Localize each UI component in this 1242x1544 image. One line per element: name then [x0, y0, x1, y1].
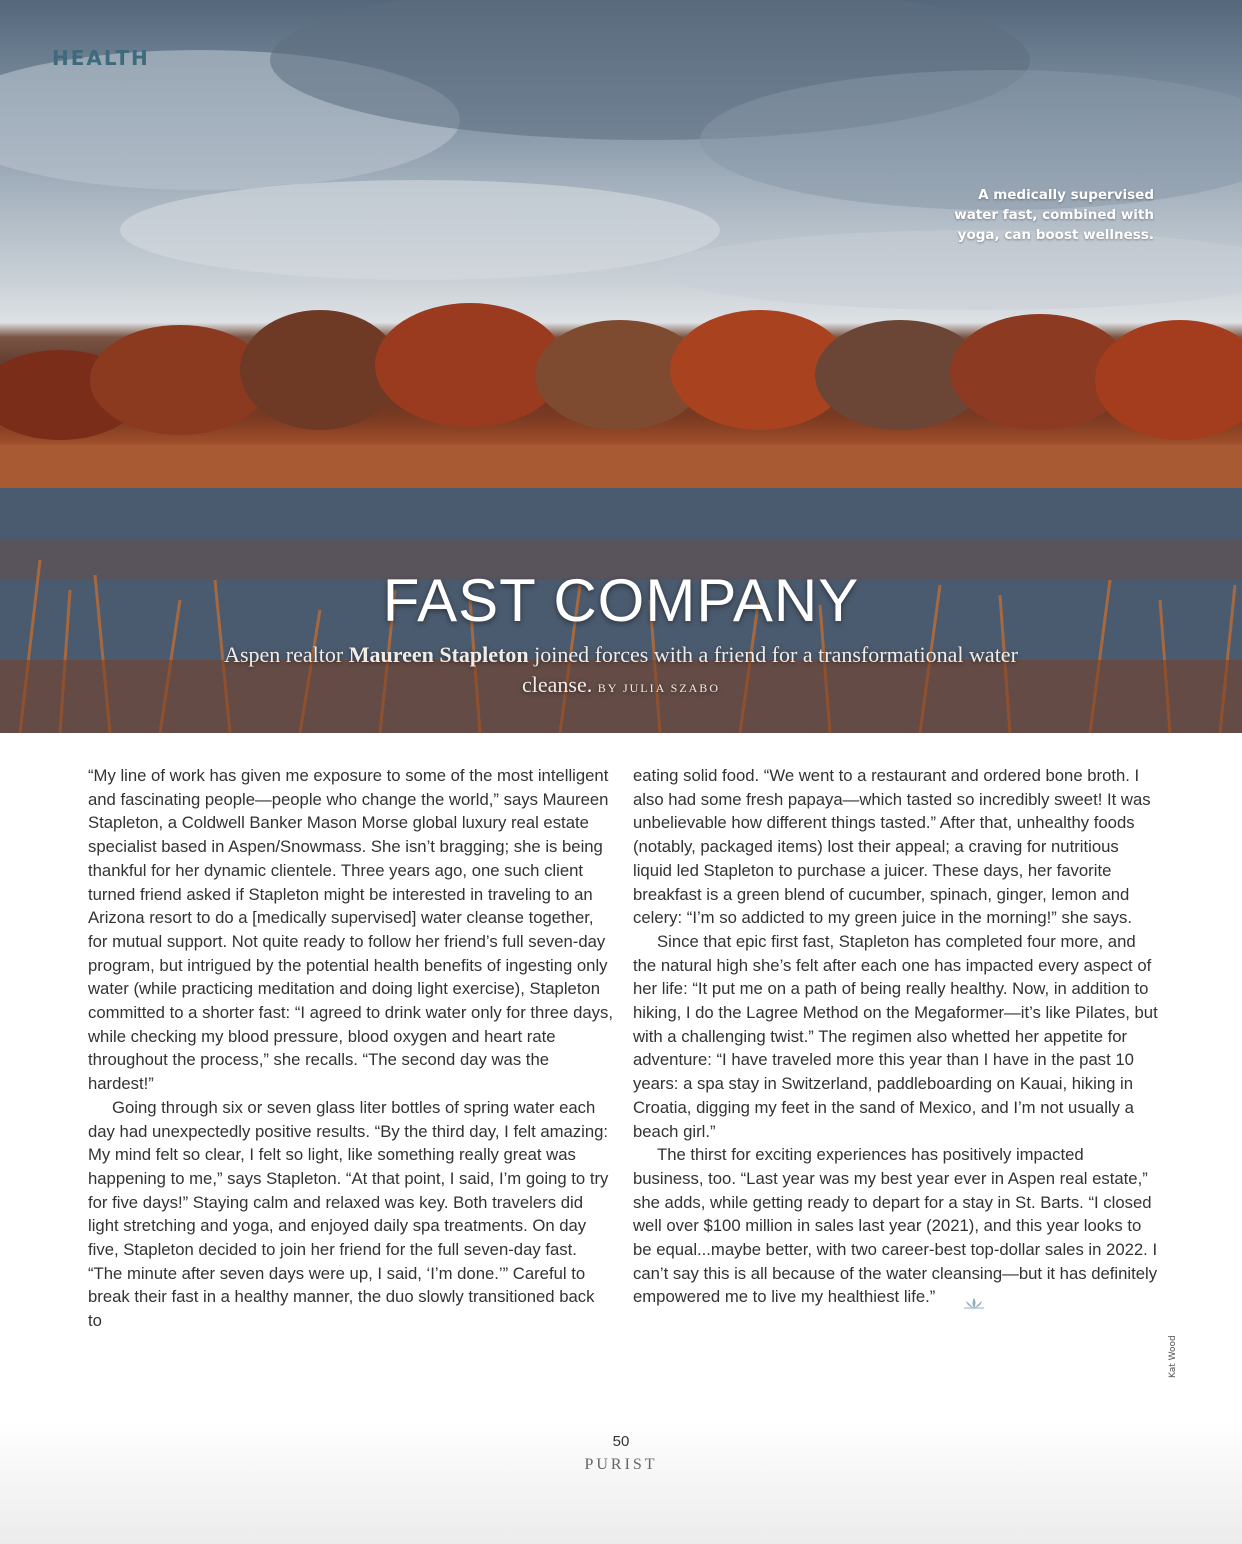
section-label: HEALTH [52, 46, 150, 70]
photo-caption: A medically supervised water fast, combined with yoga, can boost wellness. [954, 187, 1154, 243]
lotus-end-icon [939, 1292, 961, 1304]
deck-text-before: Aspen realtor [224, 642, 349, 667]
paragraph: Going through six or seven glass liter bottles of spring water each day had unexpectedly positive results. “By the third day, I felt amazing: My mind felt so clear, I felt so light, like something really great was happening to me,” says Stapleton. “At that point, I said, I’m going to try for five days!” Staying calm and relaxed was key. Both travelers did light stretching and yoga, and enjoyed daily spa treatments. On day five, Stapleton decided to join her friend for the full seven-day fast. “The minute after seven days were up, I said, ‘I’m done.’” Careful to break their fast in a healthy manner, the duo slowly transitioned back to [88, 1097, 609, 1331]
byline: BY JULIA SZABO [597, 681, 720, 695]
magazine-name: PURIST [584, 1456, 658, 1473]
deck-text-after: joined forces with a friend for a transformational water cleanse. [522, 642, 1018, 697]
article-deck [220, 640, 1022, 703]
paragraph: eating solid food. “We went to a restaurant and ordered bone broth. I also had some fresh papaya—which tasted so incredibly sweet! It was unbelievable how different things tasted.” After that, unhealthy foods (notably, packaged items) lost their appeal; a craving for nutritious liquid led Stapleton to purchase a juicer. These days, her favorite breakfast is a green blend of cucumber, spinach, ginger, lemon and celery: “I’m so addicted to my green juice in the morning!” she says. [633, 766, 1151, 928]
article-column-left [88, 764, 613, 1333]
paragraph-text: The thirst for exciting experiences has positively impacted business, too. “Last year was my best year ever in Aspen real estate,” she adds, while getting ready to depart for a stay in St. Barts. “I closed well over $100 million in sales last year (2021), and this year looks to be equal...maybe better, with two career-best top-dollar sales in 2022. I can’t say this is all because of the water cleansing—but it has definitely empowered me to live my healthiest life.” [633, 1145, 1158, 1307]
paragraph [633, 1143, 1158, 1309]
paragraph: Since that epic first fast, Stapleton has completed four more, and the natural high she’s felt after each one has impacted every aspect of her life: “It put me on a path of being really healthy. Now, in addition to hiking, I do the Lagree Method on the Megaformer—it’s like Pilates, but with a challenging twist.” The regimen also whetted her appetite for adventure: “I have traveled more this year than I have in the past 10 years: a spa stay in Switzerland, paddleboarding on Kauai, hiking in Croatia, digging my feet in the sand of Mexico, and I’m not usually a beach girl.” [633, 931, 1158, 1141]
hero-photo [0, 0, 1242, 733]
article-column-right [633, 764, 1158, 1309]
page-number: 50 [612, 1433, 630, 1450]
photo-credit: Kat Wood [1168, 1335, 1178, 1378]
paragraph: “My line of work has given me exposure to some of the most intelligent and fascinating people—people who change the world,” says Maureen Stapleton, a Coldwell Banker Mason Morse global luxury real estate specialist based in Aspen/Snowmass. She isn’t bragging; she is being thankful for her dynamic clientele. Three years ago, one such client turned friend asked if Stapleton might be interested in traveling to an Arizona resort to do a [medically supervised] water cleanse together, for mutual support. Not quite ready to follow her friend’s full seven-day program, but intrigued by the potential health benefits of ingesting only water (while practicing meditation and doing light exercise), Stapleton committed to a shorter fast: “I agreed to drink water only for three days, while checking my blood pressure, blood oxygen and heart rate throughout the process,” she recalls. “The second day was the hardest!” [88, 766, 613, 1094]
deck-subject-name: Maureen Stapleton [348, 642, 529, 667]
article-headline: FAST COMPANY [382, 567, 860, 634]
